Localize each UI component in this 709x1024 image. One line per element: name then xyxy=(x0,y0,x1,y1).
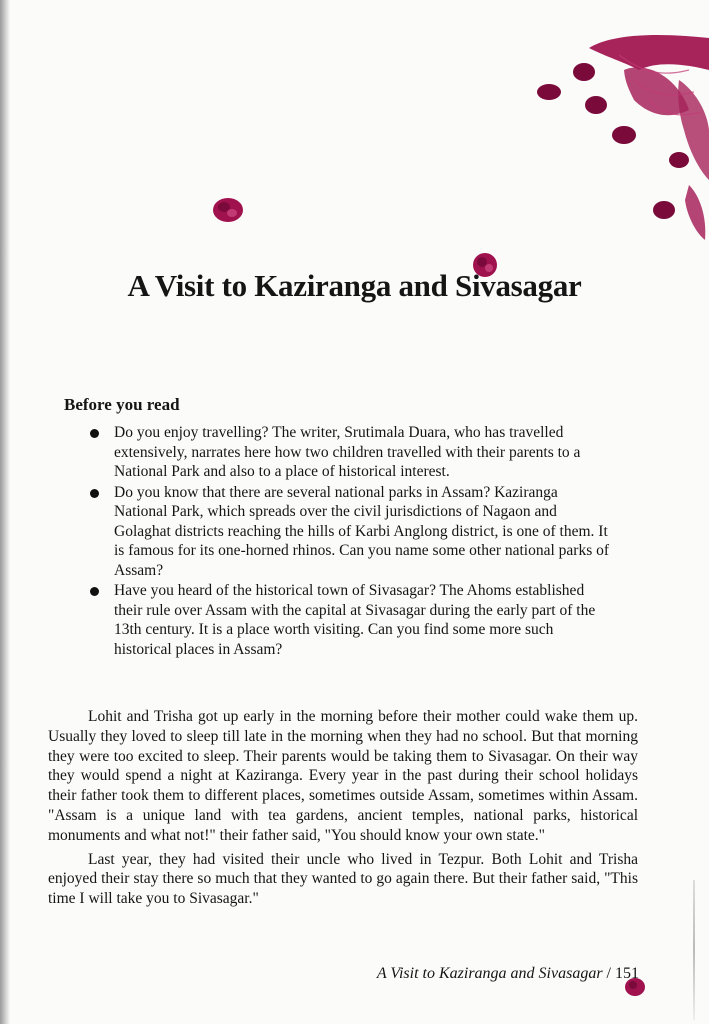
list-item xyxy=(90,423,610,482)
list-item-text: Have you heard of the historical town of Sivasagar? The Ahoms established their rule over Assam with the capital at Sivasagar during the early part of the 13th century. It is a place worth visiting. Can you find some more such historical places in Assam? xyxy=(114,582,596,658)
paragraph: Lohit and Trisha got up early in the morning before their mother could wake them up. Usually they loved to sleep till late in the morning when they had no school. But that morning they were too excited to sleep. Their parents would be taking them to Sivasagar. On their way they would spend a night at Kaziranga. Every year in the past during their school holidays their father took them to different places, sometimes outside Assam, sometimes within Assam. "Assam is a unique land with tea gardens, ancient temples, national parks, historical monuments and what not!" their father said, "You should know your own state." xyxy=(48,708,638,844)
corner-floral-decoration xyxy=(529,0,709,260)
flower-ornament xyxy=(210,194,246,226)
list-item-text: Do you enjoy travelling? The writer, Srutimala Duara, who has travelled extensively, narrates here how two children travelled with their parents to a National Park and also to a place of historical interest. xyxy=(114,424,581,480)
pre-reading-questions xyxy=(90,423,610,660)
bullet-icon xyxy=(90,489,99,498)
page-footer xyxy=(377,965,639,983)
before-you-read-heading: Before you read xyxy=(64,395,180,414)
list-item xyxy=(90,483,610,581)
list-item xyxy=(90,581,610,659)
paragraph: Last year, they had visited their uncle who lived in Tezpur. Both Lohit and Trisha enjoyed their stay there so much that they wanted to go again there. But their father said, "This time I will take you to Sivasagar." xyxy=(48,850,638,908)
chapter-title: A Visit to Kaziranga and Sivasagar xyxy=(127,268,582,303)
bullet-icon xyxy=(90,587,99,596)
running-title: A Visit to Kaziranga and Sivasagar xyxy=(376,965,603,982)
story-body xyxy=(48,707,638,909)
page-edge-mark xyxy=(693,880,695,1020)
bullet-icon xyxy=(90,429,99,438)
page-edge-shadow xyxy=(0,0,10,1024)
list-item-text: Do you know that there are several national parks in Assam? Kaziranga National Park, which spreads over the civil jurisdictions of Nagaon and Golaghat districts reaching the hills of Karbi Anglong district, is one of them. It is famous for its one-horned rhinos. Can you name some other national parks of Assam? xyxy=(114,483,610,579)
page-number: / 151 xyxy=(606,965,639,982)
